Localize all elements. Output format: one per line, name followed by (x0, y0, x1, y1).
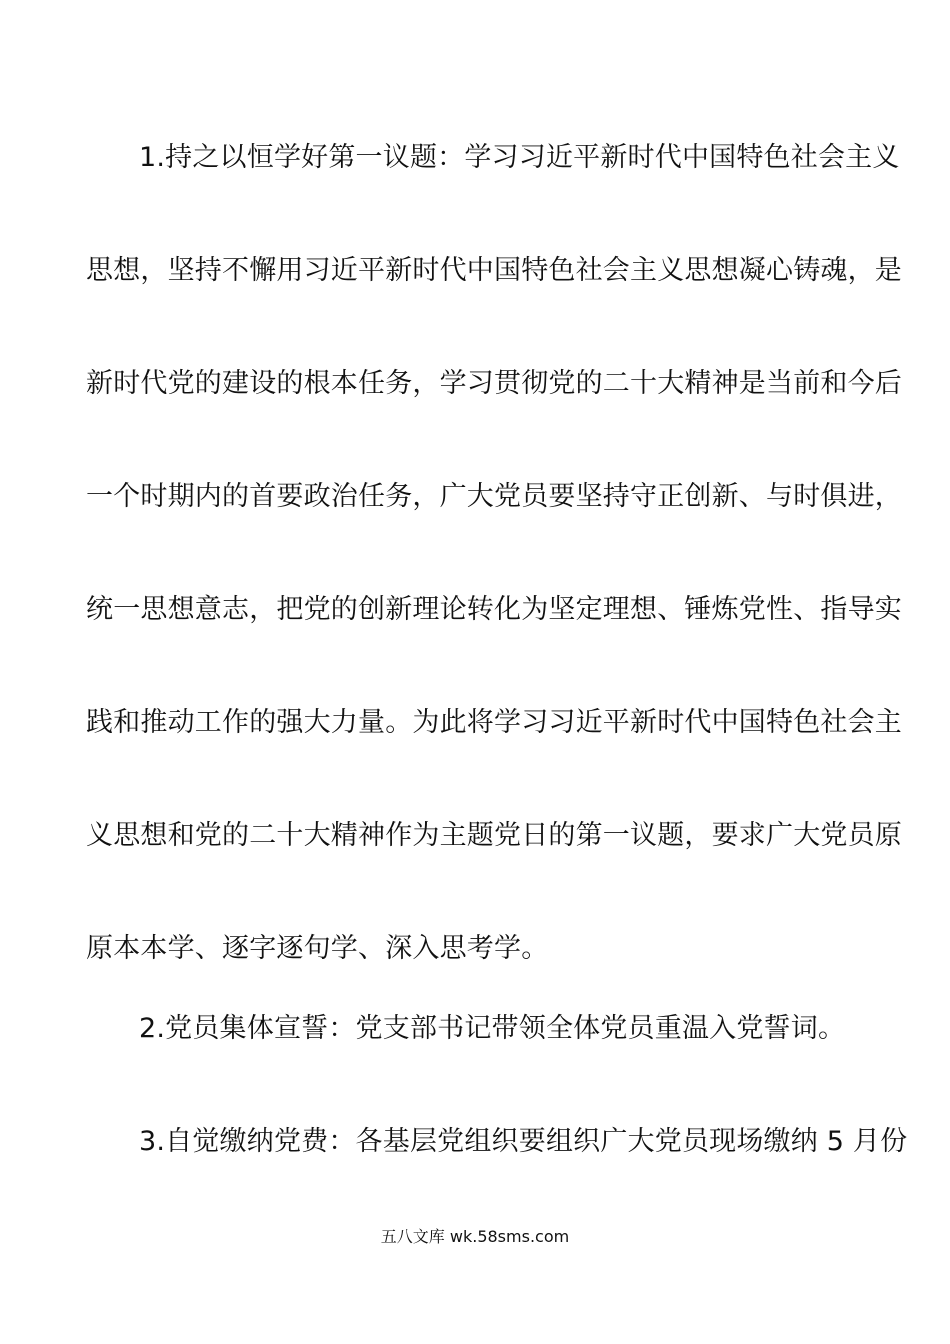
paragraph-1-line-7: 义思想和党的二十大精神作为主题党日的第一议题，要求广大党员原 (86, 820, 902, 851)
paragraph-2: 2.党员集体宣誓：党支部书记带领全体党员重温入党誓词。 (139, 1013, 846, 1044)
paragraph-1-line-6: 践和推动工作的强大力量。为此将学习习近平新时代中国特色社会主 (86, 707, 902, 738)
paragraph-1-line-3: 新时代党的建设的根本任务，学习贯彻党的二十大精神是当前和今后 (86, 368, 902, 399)
paragraph-3-line-1: 3.自觉缴纳党费：各基层党组织要组织广大党员现场缴纳 5 月份 (139, 1126, 908, 1157)
paragraph-1-line-2: 思想，坚持不懈用习近平新时代中国特色社会主义思想凝心铸魂，是 (86, 255, 902, 286)
paragraph-1-line-4: 一个时期内的首要政治任务，广大党员要坚持守正创新、与时俱进， (86, 481, 902, 512)
paragraph-1-line-8: 原本本学、逐字逐句学、深入思考学。 (86, 933, 549, 964)
paragraph-1-line-5: 统一思想意志，把党的创新理论转化为坚定理想、锤炼党性、指导实 (86, 594, 902, 625)
paragraph-1-line-1: 1.持之以恒学好第一议题：学习习近平新时代中国特色社会主义 (139, 142, 900, 173)
footer-watermark: 五八文库 wk.58sms.com (380, 1227, 570, 1246)
